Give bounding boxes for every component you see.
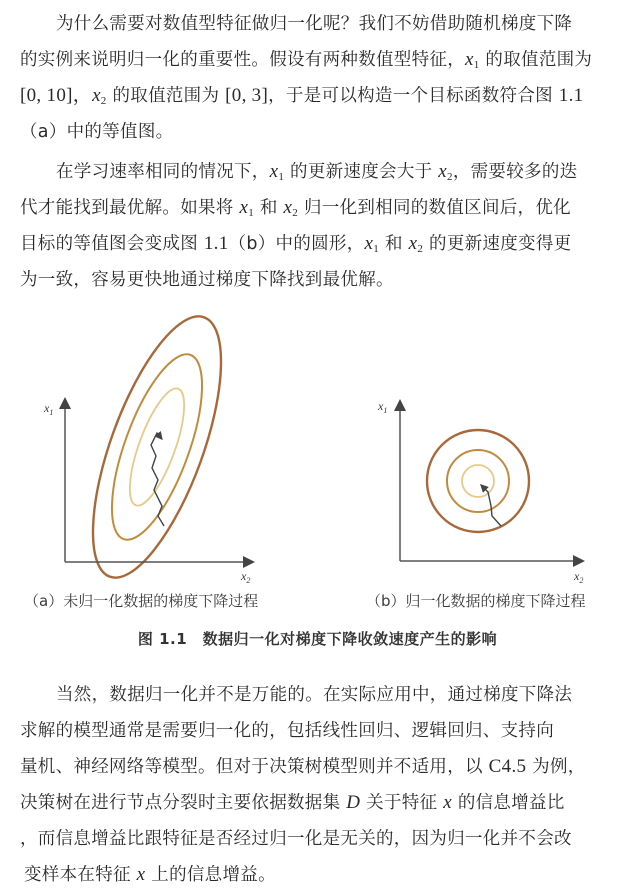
subfigure-a-caption: （a）未归一化数据的梯度下降过程 [24, 592, 259, 610]
figure-ref: 1.1 [558, 85, 584, 106]
svg-text:x1: $x_1$ [378, 399, 388, 415]
text: 的取值范围为 [485, 50, 593, 70]
text: ，于是可以构造一个目标函数符合图 [268, 86, 559, 106]
text: （a）中的等值图。 [20, 122, 174, 142]
text: 的取值范围为 [112, 86, 226, 106]
text: 为什么需要对数值型特征做归一化呢？我们不妨借助随机梯度下降 [56, 14, 573, 34]
svg-text:x2: $x_2$ [574, 569, 584, 585]
gradient-descent-path [482, 486, 501, 526]
var-x1: $x_1$ [465, 49, 480, 71]
text: 的实例来说明归一化的重要性。假设有两种数值型特征， [20, 50, 465, 70]
contour-circles [427, 430, 529, 532]
p3-line-4: 决策树在进行节点分裂时主要依据数据集 D 关于特征 x 的信息增益比 [20, 792, 565, 813]
p2-line-4: 为一致，容易更快地通过梯度下降找到最优解。 [20, 270, 394, 290]
p3-line-6: 变样本在特征 x 上的信息增益。 [24, 864, 276, 885]
p3-line-2: 求解的模型通常是需要归一化的，包括线性回归、逻辑回归、支持向 [20, 721, 554, 741]
p1-line-4 [20, 120, 173, 144]
range-x2: [0, 3] [225, 85, 269, 106]
p1-line-1 [20, 12, 572, 36]
svg-text:x1: $x_1$ [44, 401, 54, 417]
p3-line-5: ，而信息增益比跟特征是否经过归一化是无关的，因为归一化并不会改 [20, 829, 572, 849]
figure-a-ellipse-contours [30, 300, 290, 590]
range-x1: [0, 10]， [20, 85, 93, 106]
p1-line-3 [20, 84, 583, 108]
p2-line-3: 目标的等值图会变成图 1.1（b）中的圆形，$x_1$ 和 $x_2$ 的更新速度变得更 [20, 233, 572, 255]
p3-line-3: 量机、神经网络等模型。但对于决策树模型则并不适用，以 C4.5 为例， [20, 756, 586, 777]
p3-line-1: 当然，数据归一化并不是万能的。在实际应用中，通过梯度下降法 [56, 685, 573, 705]
var-x2: $x_2$ [92, 85, 107, 107]
p2-line-1: 在学习速率相同的情况下，$x_1$ 的更新速度会大于 $x_2$，需要较多的迭 [56, 161, 578, 183]
contour-ellipses [67, 302, 251, 590]
svg-text:x2: $x_2$ [241, 569, 251, 585]
p1-line-2 [20, 48, 592, 72]
figure-b-circle-contours [360, 380, 610, 590]
p2-line-2: 代才能找到最优解。如果将 $x_1$ 和 $x_2$ 归一化到相同的数值区间后，优化 [20, 197, 571, 219]
figure-caption: 图 1.1 数据归一化对梯度下降收敛速度产生的影响 [137, 630, 498, 648]
subfigure-b-caption: （b）归一化数据的梯度下降过程 [366, 592, 586, 610]
